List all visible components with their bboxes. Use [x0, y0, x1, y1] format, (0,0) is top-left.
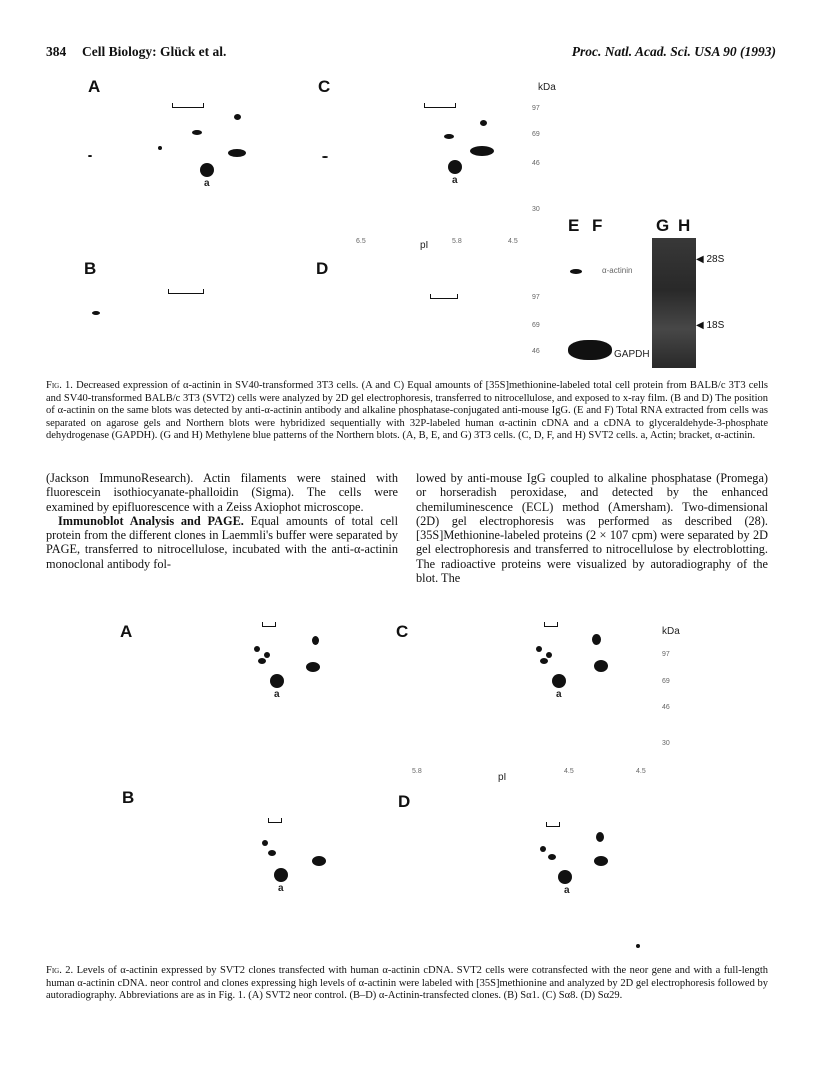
fig2-mw-97: 97 — [662, 651, 670, 658]
marker-18s: ◀ 18S — [696, 320, 725, 331]
protein-spot — [552, 674, 566, 688]
protein-spot — [594, 660, 608, 672]
protein-spot — [558, 870, 572, 884]
protein-spot — [200, 163, 214, 177]
protein-spot — [548, 854, 556, 860]
fig2-pi-label: pI — [498, 772, 507, 783]
marker-28s: ◀ 28S — [696, 254, 725, 265]
fig1-mw-69: 69 — [532, 131, 540, 138]
fig1-pi-tick-3: 4.5 — [508, 238, 518, 245]
fig2-panel-c-label: C — [396, 622, 409, 641]
fig2-pi-tick-3: 4.5 — [636, 768, 646, 775]
protein-spot — [234, 114, 241, 120]
fig1-panel-f-label: F — [592, 216, 603, 235]
protein-spot — [480, 120, 487, 126]
protein-spot — [258, 658, 266, 664]
fig2-panel-a-label: A — [120, 622, 133, 641]
marker-18s-label: 18S — [706, 320, 725, 331]
protein-spot — [88, 155, 92, 157]
protein-spot — [536, 646, 542, 652]
actinin-bracket — [262, 622, 276, 627]
northern-band — [570, 269, 582, 274]
body-column-left — [46, 471, 398, 571]
page-number: 384 — [46, 44, 67, 59]
actinin-bracket — [544, 622, 558, 627]
fig2-mw-30: 30 — [662, 740, 670, 747]
methylene-blue-blot — [652, 238, 696, 368]
actinin-bracket — [424, 103, 456, 108]
fig2-caption-text: Levels of α-actinin expressed by SVT2 clones transfected with human α-actinin cDNA. SVT2 cells were cotransfected with the neor gene and with a full-length human α-actinin cDNA. neor control and clones expressing high levels of α-actinin were labeled with [35S]methionine and analyzed by 2D gel electrophoresis followed by autoradiography. Abbreviations are as in Fig. 1. (A) SVT2 neor control. (B–D) α-Actinin-transfected clones. (B) Sα1. (C) Sα8. (D) Sα29. — [46, 965, 769, 1001]
figure-2-caption — [46, 965, 768, 1003]
fig1-mw-46: 46 — [532, 160, 540, 167]
fig2-actin-label-d: a — [564, 885, 570, 896]
fig1-panel-a-label: A — [88, 77, 101, 96]
protein-spot — [158, 146, 162, 150]
journal-citation: Proc. Natl. Acad. Sci. USA 90 (1993) — [571, 44, 776, 59]
left-paragraph-2: Equal amounts of total cell protein from the different clones in Laemmli's buffer were separated by PAGE, transferred to nitrocellulose, incubated with the anti-α-actinin monoclonal antibody fol- — [46, 513, 399, 571]
fig1-pi-tick-1: 6.5 — [356, 238, 366, 245]
protein-spot — [306, 662, 320, 672]
fig1-actin-label-a: a — [204, 178, 210, 189]
actinin-bracket — [172, 103, 204, 108]
protein-spot — [636, 944, 640, 948]
protein-spot — [268, 850, 276, 856]
fig1-mw-46-b: 46 — [532, 348, 540, 355]
fig2-mw-69: 69 — [662, 678, 670, 685]
protein-spot — [262, 840, 268, 846]
fig2-panel-b-label: B — [122, 788, 135, 807]
fig2-actin-label-b: a — [278, 883, 284, 894]
protein-spot — [546, 652, 552, 658]
fig1-panel-e-label: E — [568, 216, 580, 235]
fig1-mw-97-b: 97 — [532, 294, 540, 301]
gapdh-band — [568, 340, 612, 360]
fig2-pi-tick-1: 5.8 — [412, 768, 422, 775]
fig1-mw-97: 97 — [532, 105, 540, 112]
fig1-actin-label-c: a — [452, 175, 458, 186]
protein-spot — [254, 646, 260, 652]
fig2-panel-d-label: D — [398, 792, 411, 811]
protein-spot — [322, 156, 328, 158]
fig2-kda-label: kDa — [662, 626, 680, 637]
protein-spot — [540, 846, 546, 852]
protein-spot — [228, 149, 246, 157]
fig1-panel-h-label: H — [678, 216, 691, 235]
protein-spot — [312, 856, 326, 866]
protein-spot — [448, 160, 462, 174]
protein-spot — [264, 652, 270, 658]
gapdh-label: GAPDH — [614, 349, 650, 360]
fig1-panel-d-label: D — [316, 259, 329, 278]
fig1-kda-label: kDa — [538, 82, 556, 93]
fig1-panel-c-label: C — [318, 77, 331, 96]
protein-spot — [444, 134, 454, 139]
fig2-caption-number: Fig. 2. — [46, 965, 74, 976]
right-paragraph-1: lowed by anti-mouse IgG coupled to alkaline phosphatase (Promega) or horseradish peroxidase, and detected by the enhanced chemiluminescence (ECL) method (Amersham). Two-dimensional (2D) gel electrophoresis was performed as described (28). [35S]Methionine-labeled proteins (2 × 107 cpm) were separated by 2D gel electrophoresis and transferred to nitrocellulose by electroblotting. The radioactive proteins were visualized by autoradiography of the blot. The — [416, 471, 768, 586]
fig1-caption-text: Decreased expression of α-actinin in SV40-transformed 3T3 cells. (A and C) Equal amounts of [35S]methionine-labeled total cell protein from BALB/c 3T3 cells and SV40-transformed BALB/c 3T3 (SVT2) cells were analyzed by 2D gel electrophoresis, transferred to nitrocellulose, and exposed to x-ray film. (B and D) The position of α-actinin on the same blots was detected by anti-α-actinin antibody and alkaline phosphatase-conjugated anti-mouse IgG. (E and F) Total RNA extracted from cells was separated on agarose gels and Northern blots were hybridized sequentially with 32P-labeled human α-actinin cDNA and a cDNA to glyceraldehyde-3-phosphate dehydrogenase (GAPDH). (G and H) Methylene blue patterns of the Northern blots. (A, B, E, and G) 3T3 cells. (C, D, F, and H) SVT2 cells. a, Actin; bracket, α-actinin. — [46, 380, 769, 441]
fig2-actin-label-c: a — [556, 689, 562, 700]
marker-28s-label: 28S — [706, 254, 725, 265]
fig1-caption-number: Fig. 1. — [46, 380, 73, 391]
fig1-mw-69-b: 69 — [532, 322, 540, 329]
fig1-mw-30: 30 — [532, 206, 540, 213]
protein-spot — [192, 130, 202, 135]
protein-spot — [312, 636, 319, 645]
protein-spot — [540, 658, 548, 664]
fig1-pi-tick-2: 5.8 — [452, 238, 462, 245]
protein-spot — [274, 868, 288, 882]
protein-spot — [594, 856, 608, 866]
figure-1 — [0, 0, 816, 380]
section-title: Cell Biology: Glück et al. — [82, 44, 227, 59]
actinin-bracket — [430, 294, 458, 299]
body-column-right — [416, 471, 768, 585]
section-heading: Immunoblot Analysis and PAGE. — [58, 513, 244, 528]
fig2-mw-46: 46 — [662, 704, 670, 711]
actinin-bracket — [268, 818, 282, 823]
fig2-actin-label-a: a — [274, 689, 280, 700]
fig2-pi-tick-2: 4.5 — [564, 768, 574, 775]
protein-spot — [592, 634, 601, 645]
fig1-panel-g-label: G — [656, 216, 670, 235]
actinin-bracket — [168, 289, 204, 294]
protein-spot — [596, 832, 604, 842]
fig1-pi-label: pI — [420, 240, 429, 251]
protein-spot — [92, 311, 100, 315]
left-paragraph-1: (Jackson ImmunoResearch). Actin filaments were stained with fluorescein isothiocyanate-phalloidin (Sigma). The cells were examined by epifluorescence with a Zeiss Axiophot microscope. — [46, 471, 398, 514]
protein-spot — [470, 146, 494, 156]
fig1-panel-b-label: B — [84, 259, 97, 278]
actinin-blot-label: α-actinin — [602, 266, 633, 275]
figure-1-caption — [46, 380, 768, 443]
protein-spot — [270, 674, 284, 688]
actinin-bracket — [546, 822, 560, 827]
figure-2 — [0, 600, 816, 960]
